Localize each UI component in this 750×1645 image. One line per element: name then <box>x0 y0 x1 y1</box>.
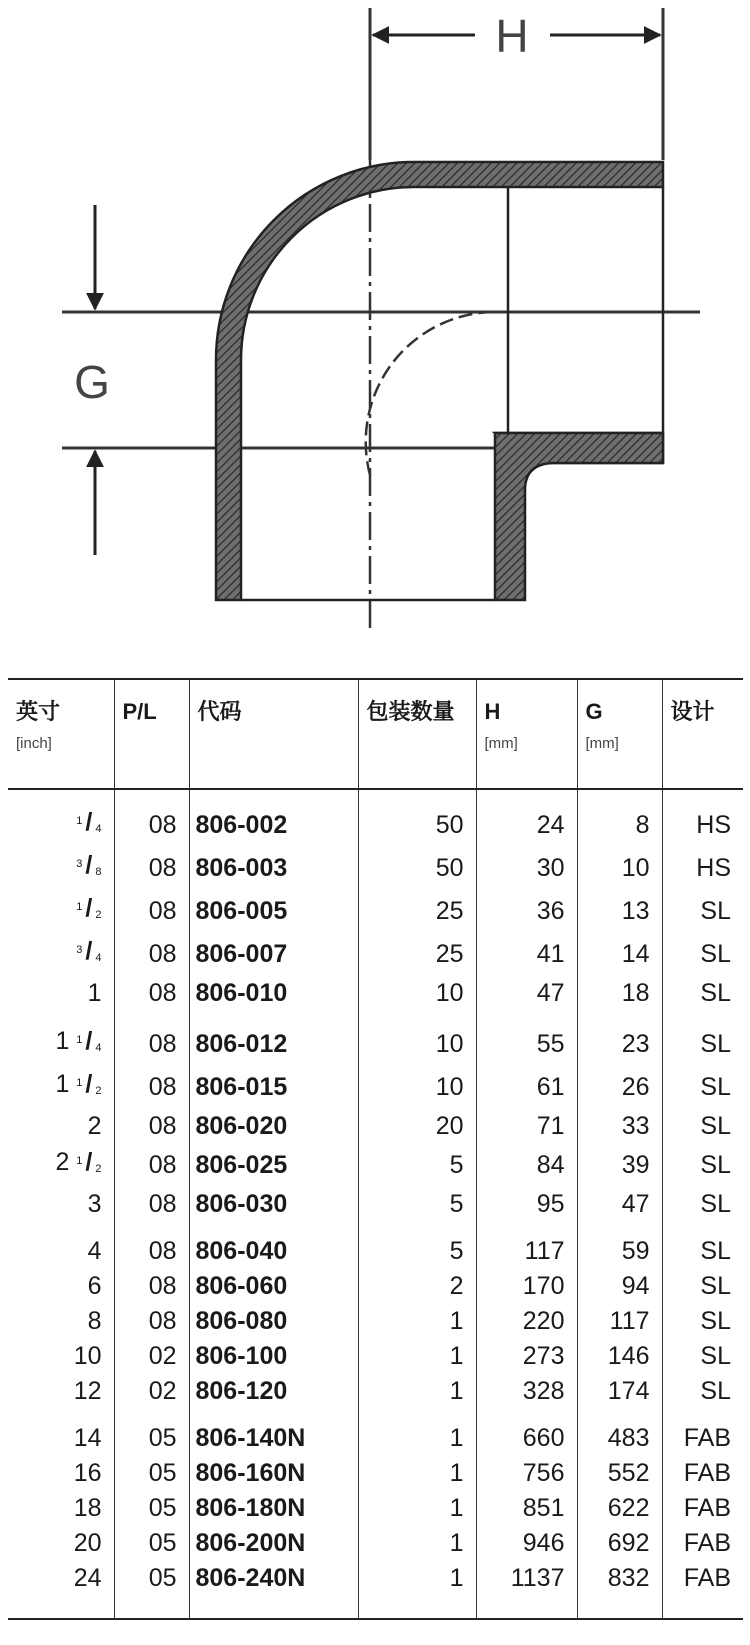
cell-qty: 1 <box>358 1339 476 1374</box>
table-row <box>8 933 743 976</box>
cell-code: 806-040 <box>189 1222 358 1269</box>
inch-fraction-numerator: 3 <box>76 944 83 956</box>
table-row <box>8 1222 743 1269</box>
cell-h: 71 <box>476 1109 577 1144</box>
cell-h: 946 <box>476 1526 577 1561</box>
col-code-header <box>189 679 358 789</box>
cell-design: SL <box>662 1374 743 1409</box>
cell-pl: 08 <box>114 933 189 976</box>
col-inch-header <box>8 679 114 789</box>
cell-qty: 50 <box>358 789 476 847</box>
cell-g: 23 <box>577 1011 662 1066</box>
header-unit: [mm] <box>484 735 518 752</box>
cell-pl: 08 <box>114 1222 189 1269</box>
cell-design: SL <box>662 1109 743 1144</box>
cell-g: 39 <box>577 1144 662 1187</box>
centerline-arc <box>366 312 500 475</box>
inch-whole: 18 <box>73 1494 102 1522</box>
cell-inch <box>8 1144 114 1187</box>
cell-design: FAB <box>662 1456 743 1491</box>
cell-design: SL <box>662 1339 743 1374</box>
table-row <box>8 1409 743 1456</box>
fraction-slash: / <box>85 851 93 879</box>
table-body <box>8 789 743 1619</box>
fraction-slash: / <box>85 1148 93 1176</box>
cell-inch <box>8 1456 114 1491</box>
cell-qty: 25 <box>358 933 476 976</box>
cell-h: 273 <box>476 1339 577 1374</box>
table-row <box>8 1456 743 1491</box>
cell-code: 806-240N <box>189 1561 358 1619</box>
cell-h: 55 <box>476 1011 577 1066</box>
cell-g: 47 <box>577 1187 662 1222</box>
cell-qty: 1 <box>358 1374 476 1409</box>
cell-code: 806-100 <box>189 1339 358 1374</box>
inch-fraction-denominator: 2 <box>95 1163 102 1175</box>
cell-h: 41 <box>476 933 577 976</box>
header-label: H <box>484 699 501 724</box>
table-row <box>8 1339 743 1374</box>
fraction-slash: / <box>85 937 93 965</box>
cell-code: 806-200N <box>189 1526 358 1561</box>
table-row <box>8 1526 743 1561</box>
elbow-inner-wall-vertical <box>495 433 663 600</box>
cell-g: 59 <box>577 1222 662 1269</box>
cell-pl: 08 <box>114 1066 189 1109</box>
inch-whole: 6 <box>87 1272 102 1300</box>
fraction-slash: / <box>85 808 93 836</box>
cell-design: SL <box>662 933 743 976</box>
cell-g: 33 <box>577 1109 662 1144</box>
cell-inch <box>8 1304 114 1339</box>
cell-code: 806-007 <box>189 933 358 976</box>
cell-g: 14 <box>577 933 662 976</box>
cell-pl: 08 <box>114 1187 189 1222</box>
col-design-header <box>662 679 743 789</box>
inch-whole: 24 <box>73 1564 102 1592</box>
header-label: 设计 <box>670 699 715 724</box>
table-row <box>8 1269 743 1304</box>
inch-whole: 14 <box>73 1424 102 1452</box>
cell-inch <box>8 1491 114 1526</box>
cell-h: 220 <box>476 1304 577 1339</box>
cell-design: FAB <box>662 1409 743 1456</box>
cell-code: 806-030 <box>189 1187 358 1222</box>
table-row <box>8 890 743 933</box>
cell-pl: 02 <box>114 1374 189 1409</box>
cell-qty: 1 <box>358 1561 476 1619</box>
cell-inch <box>8 1187 114 1222</box>
cell-g: 117 <box>577 1304 662 1339</box>
cell-qty: 10 <box>358 1011 476 1066</box>
cell-inch <box>8 1011 114 1066</box>
cell-g: 174 <box>577 1374 662 1409</box>
cell-design: FAB <box>662 1561 743 1619</box>
cell-g: 692 <box>577 1526 662 1561</box>
cell-design: FAB <box>662 1526 743 1561</box>
header-label: 英寸 <box>16 699 61 724</box>
cell-g: 18 <box>577 976 662 1011</box>
inch-whole: 20 <box>73 1529 102 1557</box>
cell-code: 806-180N <box>189 1491 358 1526</box>
cell-inch <box>8 1269 114 1304</box>
cell-design: HS <box>662 847 743 890</box>
cell-h: 851 <box>476 1491 577 1526</box>
cell-code: 806-060 <box>189 1269 358 1304</box>
cell-inch <box>8 976 114 1011</box>
cell-qty: 25 <box>358 890 476 933</box>
cell-inch <box>8 933 114 976</box>
cell-pl: 05 <box>114 1491 189 1526</box>
cell-design: SL <box>662 1066 743 1109</box>
cell-qty: 5 <box>358 1222 476 1269</box>
cell-qty: 5 <box>358 1144 476 1187</box>
inch-whole: 1 <box>55 1070 70 1098</box>
cell-design: SL <box>662 1269 743 1304</box>
cell-h: 30 <box>476 847 577 890</box>
cell-pl: 05 <box>114 1409 189 1456</box>
cell-design: FAB <box>662 1491 743 1526</box>
cell-qty: 10 <box>358 1066 476 1109</box>
cell-pl: 02 <box>114 1339 189 1374</box>
cell-code: 806-080 <box>189 1304 358 1339</box>
cell-inch <box>8 1109 114 1144</box>
cell-code: 806-015 <box>189 1066 358 1109</box>
cell-inch <box>8 1526 114 1561</box>
inch-whole: 10 <box>73 1342 102 1370</box>
cell-qty: 10 <box>358 976 476 1011</box>
cell-g: 552 <box>577 1456 662 1491</box>
table-row <box>8 1187 743 1222</box>
cell-inch <box>8 789 114 847</box>
col-pack-qty-header <box>358 679 476 789</box>
header-label: 代码 <box>197 699 242 724</box>
cell-h: 36 <box>476 890 577 933</box>
cell-inch <box>8 1561 114 1619</box>
cell-h: 328 <box>476 1374 577 1409</box>
cell-h: 170 <box>476 1269 577 1304</box>
cell-code: 806-020 <box>189 1109 358 1144</box>
inch-whole: 16 <box>73 1459 102 1487</box>
cell-code: 806-003 <box>189 847 358 890</box>
col-pl-header <box>114 679 189 789</box>
cell-h: 24 <box>476 789 577 847</box>
header-label: 包装数量 <box>366 699 455 724</box>
cell-pl: 08 <box>114 1109 189 1144</box>
inch-whole: 2 <box>87 1112 102 1140</box>
cell-design: SL <box>662 1222 743 1269</box>
cell-qty: 5 <box>358 1187 476 1222</box>
cell-design: SL <box>662 890 743 933</box>
cell-qty: 20 <box>358 1109 476 1144</box>
inch-whole: 1 <box>87 979 102 1007</box>
cell-pl: 08 <box>114 1304 189 1339</box>
elbow-outer-wall <box>216 162 663 600</box>
cell-h: 117 <box>476 1222 577 1269</box>
inch-whole: 8 <box>87 1307 102 1335</box>
table-header-row <box>8 679 743 789</box>
inch-whole: 2 <box>55 1148 70 1176</box>
cell-g: 146 <box>577 1339 662 1374</box>
cell-inch <box>8 1374 114 1409</box>
inch-fraction-numerator: 1 <box>76 1034 83 1046</box>
cell-pl: 05 <box>114 1561 189 1619</box>
elbow-diagram <box>0 0 750 650</box>
cell-design: SL <box>662 976 743 1011</box>
h-dimension-label: H <box>495 10 529 62</box>
cell-inch <box>8 890 114 933</box>
cell-design: HS <box>662 789 743 847</box>
inch-fraction-numerator: 1 <box>76 901 83 913</box>
cell-inch <box>8 1409 114 1456</box>
header-label: G <box>585 699 603 724</box>
table-row <box>8 1491 743 1526</box>
cell-qty: 1 <box>358 1491 476 1526</box>
inch-whole: 12 <box>73 1377 102 1405</box>
table-row <box>8 1561 743 1619</box>
cell-code: 806-140N <box>189 1409 358 1456</box>
inch-fraction-numerator: 1 <box>76 1077 83 1089</box>
table-row <box>8 976 743 1011</box>
cell-design: SL <box>662 1304 743 1339</box>
inch-fraction-denominator: 4 <box>95 823 102 835</box>
cell-qty: 50 <box>358 847 476 890</box>
col-g-header <box>577 679 662 789</box>
inch-fraction-denominator: 8 <box>95 866 102 878</box>
inch-fraction-denominator: 4 <box>95 1042 102 1054</box>
cell-h: 47 <box>476 976 577 1011</box>
table-row <box>8 789 743 847</box>
table-row <box>8 1304 743 1339</box>
cell-g: 622 <box>577 1491 662 1526</box>
cell-qty: 2 <box>358 1269 476 1304</box>
inch-fraction-denominator: 4 <box>95 952 102 964</box>
inch-fraction-numerator: 1 <box>76 815 83 827</box>
g-dimension-label: G <box>74 356 110 408</box>
fraction-slash: / <box>85 1027 93 1055</box>
cell-g: 10 <box>577 847 662 890</box>
cell-h: 756 <box>476 1456 577 1491</box>
cell-code: 806-025 <box>189 1144 358 1187</box>
header-unit: [mm] <box>585 735 619 752</box>
cell-qty: 1 <box>358 1456 476 1491</box>
cell-code: 806-160N <box>189 1456 358 1491</box>
cell-h: 1137 <box>476 1561 577 1619</box>
cell-inch <box>8 1066 114 1109</box>
cell-code: 806-010 <box>189 976 358 1011</box>
cell-h: 61 <box>476 1066 577 1109</box>
table-row <box>8 847 743 890</box>
cell-design: SL <box>662 1144 743 1187</box>
table-row <box>8 1066 743 1109</box>
specification-table <box>8 678 743 1620</box>
header-unit: [inch] <box>16 735 52 752</box>
inch-whole: 1 <box>55 1027 70 1055</box>
cell-qty: 1 <box>358 1409 476 1456</box>
cell-pl: 08 <box>114 1269 189 1304</box>
table-row <box>8 1109 743 1144</box>
table-row <box>8 1374 743 1409</box>
cell-code: 806-005 <box>189 890 358 933</box>
cell-h: 84 <box>476 1144 577 1187</box>
cell-g: 8 <box>577 789 662 847</box>
fraction-slash: / <box>85 894 93 922</box>
cell-pl: 08 <box>114 976 189 1011</box>
table-row <box>8 1144 743 1187</box>
cell-g: 483 <box>577 1409 662 1456</box>
cell-h: 660 <box>476 1409 577 1456</box>
cell-g: 13 <box>577 890 662 933</box>
cell-code: 806-002 <box>189 789 358 847</box>
cell-h: 95 <box>476 1187 577 1222</box>
cell-pl: 05 <box>114 1456 189 1491</box>
inch-fraction-denominator: 2 <box>95 909 102 921</box>
col-h-header <box>476 679 577 789</box>
cell-pl: 08 <box>114 847 189 890</box>
cell-code: 806-012 <box>189 1011 358 1066</box>
inch-whole: 4 <box>87 1237 102 1265</box>
inch-fraction-numerator: 3 <box>76 858 83 870</box>
cell-inch <box>8 1339 114 1374</box>
inch-fraction-denominator: 2 <box>95 1085 102 1097</box>
cell-pl: 08 <box>114 789 189 847</box>
cell-code: 806-120 <box>189 1374 358 1409</box>
cell-inch <box>8 1222 114 1269</box>
cell-pl: 08 <box>114 1011 189 1066</box>
cell-g: 26 <box>577 1066 662 1109</box>
inch-whole: 3 <box>87 1190 102 1218</box>
cell-pl: 08 <box>114 890 189 933</box>
cell-qty: 1 <box>358 1304 476 1339</box>
header-label: P/L <box>122 699 157 724</box>
cell-design: SL <box>662 1187 743 1222</box>
cell-g: 832 <box>577 1561 662 1619</box>
cell-design: SL <box>662 1011 743 1066</box>
cell-qty: 1 <box>358 1526 476 1561</box>
cell-g: 94 <box>577 1269 662 1304</box>
cell-pl: 08 <box>114 1144 189 1187</box>
inch-fraction-numerator: 1 <box>76 1155 83 1167</box>
cell-inch <box>8 847 114 890</box>
cell-pl: 05 <box>114 1526 189 1561</box>
fraction-slash: / <box>85 1070 93 1098</box>
table-row <box>8 1011 743 1066</box>
